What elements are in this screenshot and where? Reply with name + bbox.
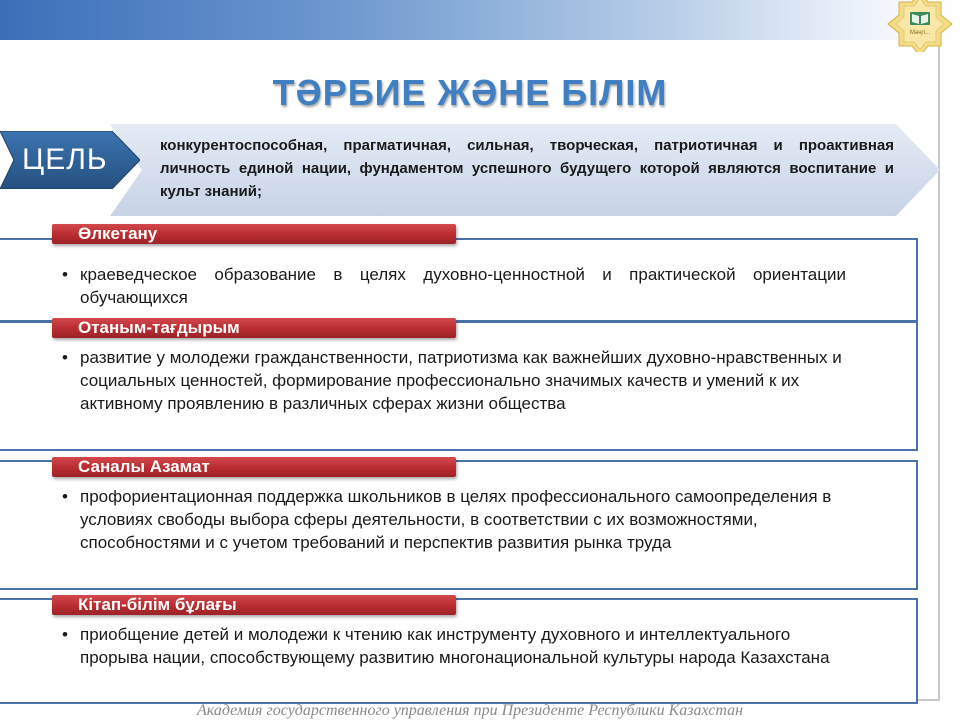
section-label-otanym-tagdyrym: Отаным-тағдырым — [52, 318, 456, 338]
section-label-sanaly-azamat: Саналы Азамат — [52, 457, 456, 477]
section-text-olketanu: краеведческое образование в целях духовно-ценностной и практической ориентации обучающихся — [80, 265, 846, 307]
page-title: ТӘРБИЕ ЖӘНЕ БІЛІМ — [272, 72, 668, 113]
goal-label: ЦЕЛЬ — [22, 143, 108, 176]
footer-caption: Академия государственного управления при Президенте Республики Казахстан — [196, 702, 744, 719]
header-band — [0, 0, 960, 40]
bullet-marker: • — [62, 625, 68, 644]
section-label-olketanu: Өлкетану — [52, 224, 456, 244]
book-icon — [910, 12, 930, 25]
section-label-kitap-bilim-bulagy: Кітап-білім бұлағы — [52, 595, 456, 615]
bullet-marker: • — [62, 265, 68, 284]
section-text-otanym-tagdyrym: развитие у молодежи гражданственности, патриотизма как важнейших духовно-нравственных и социальных ценностей, формирование профессионально значимых качеств и умений к их активному проявлению в различных сферах жизни общества — [80, 348, 842, 413]
section-text-kitap-bilim-bulagy: приобщение детей и молодежи к чтению как инструменту духовного и интеллектуального прорыва нации, способствующему развитию многонациональной культуры народа Казахстана — [80, 625, 830, 667]
bullet-marker: • — [62, 487, 68, 506]
goal-text: конкурентоспособная, прагматичная, сильная, творческая, патриотичная и проактивная личность единой нации, фундаментом успешного будущего которой являются воспитание и культ знаний; — [160, 137, 894, 200]
section-text-sanaly-azamat: профориентационная поддержка школьников в целях профессионального самоопределения в условиях свободы выбора сферы деятельности, в соответствии с их возможностями, способностями и с учетом требований и перспектив развития рынка труда — [80, 487, 832, 552]
bullet-marker: • — [62, 348, 68, 367]
emblem-logo — [886, 0, 954, 52]
logo-caption: Мәңгі... — [909, 30, 931, 36]
